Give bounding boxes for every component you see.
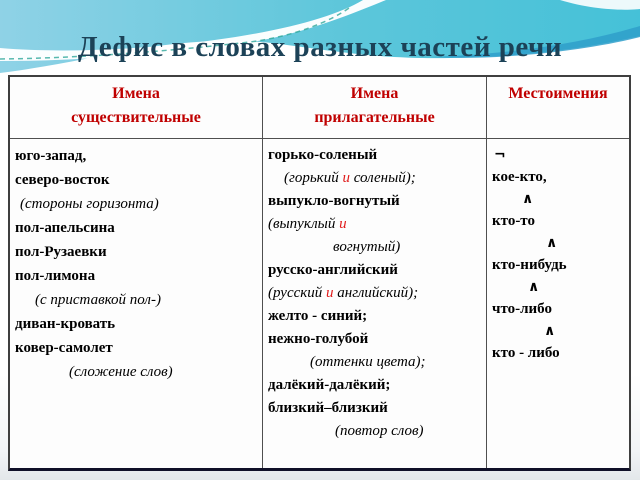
example-line: [492, 342, 627, 364]
slide-title: Дефис в словах разных частей речи: [77, 31, 563, 63]
text-segment: соленый);: [349, 170, 416, 186]
text-segment: юго-запад,: [15, 148, 87, 164]
text-segment: близкий–близкий: [268, 400, 388, 416]
example-line: [492, 254, 627, 276]
suffix-symbol: ∧: [546, 235, 558, 251]
text-segment: северо-восток: [15, 172, 110, 188]
text-segment: русско-английский: [268, 262, 398, 278]
text-segment: что-либо: [492, 301, 552, 317]
prefix-symbol: ¬: [494, 147, 506, 163]
example-line: [492, 166, 627, 188]
example-line: [268, 259, 484, 282]
example-line: [268, 374, 484, 397]
example-line: [284, 167, 484, 190]
example-line: [20, 192, 260, 216]
example-line: [268, 213, 484, 236]
example-line: [492, 298, 627, 320]
example-line: [268, 144, 484, 167]
text-segment: и: [342, 170, 350, 186]
text-segment: (русский: [268, 285, 327, 301]
text-segment: и: [326, 285, 334, 301]
example-line: [15, 216, 260, 240]
example-line: [268, 328, 484, 351]
text-segment: (стороны горизонта): [20, 196, 159, 212]
text-segment: пол-лимона: [15, 268, 96, 284]
header-line: Имена: [350, 85, 399, 102]
suffix-symbol: ∧: [528, 279, 540, 295]
text-segment: кто-то: [492, 213, 535, 229]
text-segment: кое-кто,: [492, 169, 547, 185]
example-line: [492, 210, 627, 232]
header-line: Местоимения: [508, 85, 608, 102]
example-line: [333, 236, 484, 259]
header-cell-adjectives: [263, 77, 487, 139]
text-segment: кто - либо: [492, 345, 560, 361]
suffix-symbol: ∧: [544, 323, 556, 339]
example-line: [335, 420, 484, 443]
text-segment: диван-кровать: [15, 316, 116, 332]
body-cell-adjectives: [263, 139, 487, 468]
text-segment: кто-нибудь: [492, 257, 567, 273]
text-segment: английский);: [333, 285, 419, 301]
text-segment: ковер-самолет: [15, 340, 113, 356]
example-line: [268, 397, 484, 420]
text-segment: (выпуклый: [268, 216, 340, 232]
text-segment: (горький: [284, 170, 343, 186]
example-line: [69, 360, 260, 384]
hyphen-parts-of-speech-table: [8, 75, 631, 471]
example-line: [15, 336, 260, 360]
text-segment: вогнутый): [333, 239, 401, 255]
example-line: [15, 240, 260, 264]
header-line: существительные: [71, 109, 201, 126]
example-line: [15, 312, 260, 336]
text-segment: (повтор слов): [335, 423, 424, 439]
example-line: [15, 264, 260, 288]
header-line: прилагательные: [314, 109, 435, 126]
header-cell-pronouns: [487, 77, 629, 139]
text-segment: выпукло-вогнутый: [268, 193, 400, 209]
suffix-symbol: ∧: [522, 191, 534, 207]
text-segment: пол-апельсина: [15, 220, 115, 236]
example-line: [268, 190, 484, 213]
example-line: [268, 305, 484, 328]
text-segment: и: [339, 216, 347, 232]
example-line: [310, 351, 484, 374]
header-line: Имена: [112, 85, 160, 102]
header-cell-nouns: [10, 77, 263, 139]
text-segment: (с приставкой пол-): [35, 292, 161, 308]
text-segment: (сложение слов): [69, 364, 173, 380]
text-segment: далёкий-далёкий;: [268, 377, 391, 393]
body-cell-pronouns: [487, 139, 629, 468]
example-line: [268, 282, 484, 305]
text-segment: пол-Рузаевки: [15, 244, 107, 260]
example-line: [35, 288, 260, 312]
example-line: [15, 168, 260, 192]
body-cell-nouns: [10, 139, 263, 468]
text-segment: нежно-голубой: [268, 331, 369, 347]
text-segment: горько-соленый: [268, 147, 378, 163]
text-segment: желто - синий;: [268, 308, 368, 324]
text-segment: (оттенки цвета);: [310, 354, 426, 370]
example-line: [15, 144, 260, 168]
